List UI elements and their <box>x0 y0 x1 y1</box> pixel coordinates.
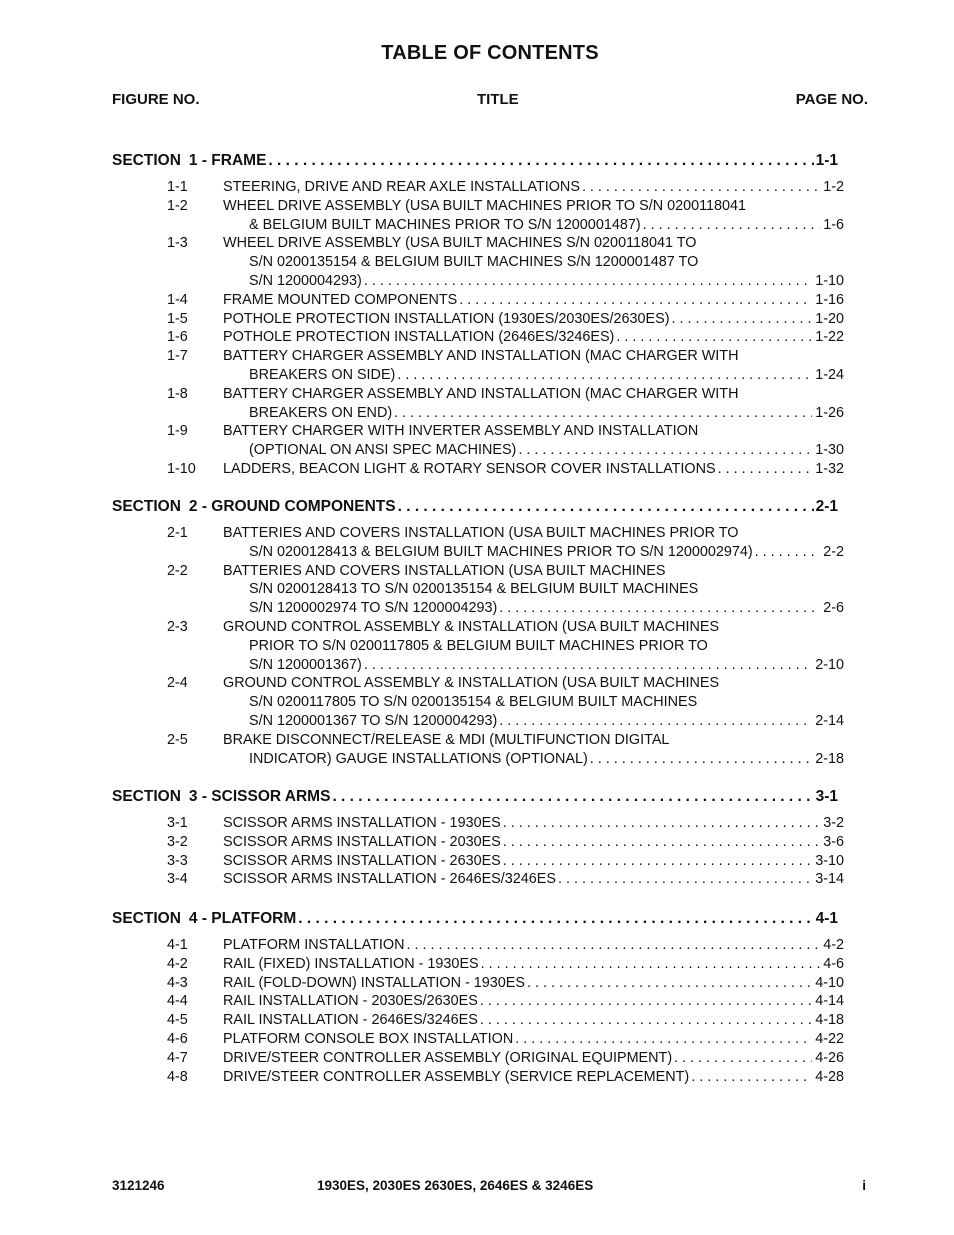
entry-title: SCISSOR ARMS INSTALLATION - 2630ES <box>223 852 501 869</box>
toc-entry-line <box>249 543 844 562</box>
entry-title: BREAKERS ON SIDE) <box>249 367 396 383</box>
entry-title: GROUND CONTROL ASSEMBLY & INSTALLATION (USA BUILT MACHINES <box>223 675 720 692</box>
entry-title: BATTERY CHARGER ASSEMBLY AND INSTALLATION (MAC CHARGER WITH <box>223 385 739 402</box>
dot-leader <box>398 498 814 516</box>
figure-number: 2-1 <box>167 525 188 541</box>
entry-page-number: 2-18 <box>815 750 844 767</box>
dot-leader <box>518 441 812 460</box>
section-label: SECTION <box>112 788 181 805</box>
entry-title: DRIVE/STEER CONTROLLER ASSEMBLY (ORIGINAL EQUIPMENT) <box>223 1049 673 1066</box>
figure-number: 3-2 <box>167 833 188 850</box>
entry-page-number: 4-2 <box>823 937 844 953</box>
figure-number: 2-2 <box>167 562 188 579</box>
toc-entry-line <box>223 1030 844 1049</box>
section-page-number: 3-1 <box>815 788 838 805</box>
footer-doc-number: 3121246 <box>112 1178 165 1193</box>
section-label: SECTION <box>112 152 181 169</box>
entry-title: RAIL (FIXED) INSTALLATION - 1930ES <box>223 955 479 972</box>
page-title: TABLE OF CONTENTS <box>381 42 599 64</box>
entry-title: SCISSOR ARMS INSTALLATION - 2030ES <box>223 833 501 850</box>
entry-title: S/N 1200001367) <box>249 656 362 673</box>
column-header-page-no: PAGE NO. <box>795 91 868 108</box>
entry-page-number: 4-18 <box>815 1012 844 1029</box>
column-header-title: TITLE <box>477 91 519 108</box>
toc-entry-line <box>249 216 844 235</box>
figure-number: 4-1 <box>167 937 188 953</box>
dot-leader <box>527 974 812 993</box>
entry-title: PLATFORM CONSOLE BOX INSTALLATION <box>223 1031 514 1047</box>
dot-leader <box>515 1030 812 1049</box>
entry-title: S/N 1200001367 TO S/N 1200004293) <box>249 713 498 729</box>
section-label: SECTION <box>112 498 181 515</box>
entry-title: & BELGIUM BUILT MACHINES PRIOR TO S/N 1200001487) <box>249 216 641 233</box>
section-name: 2 - GROUND COMPONENTS <box>188 498 396 515</box>
toc-entry-line <box>223 178 844 197</box>
entry-page-number: 3-2 <box>823 815 844 831</box>
entry-title: BRAKE DISCONNECT/RELEASE & MDI (MULTIFUNCTION DIGITAL <box>223 731 670 748</box>
entry-title: LADDERS, BEACON LIGHT & ROTARY SENSOR COVER INSTALLATIONS <box>223 461 716 477</box>
figure-number: 4-4 <box>167 993 188 1010</box>
toc-entry-line <box>223 310 844 329</box>
toc-entry-line <box>223 1049 844 1068</box>
figure-number: 1-8 <box>167 385 188 402</box>
entry-title: BATTERIES AND COVERS INSTALLATION (USA BUILT MACHINES <box>223 562 666 579</box>
section-page-number: 4-1 <box>815 910 838 927</box>
entry-page-number: 4-10 <box>815 974 844 991</box>
entry-page-number: 2-6 <box>823 600 844 617</box>
footer-page-number: i <box>862 1178 866 1193</box>
toc-entry-line <box>249 750 844 769</box>
dot-leader <box>397 366 812 385</box>
dot-leader <box>480 1011 812 1030</box>
toc-entry-line <box>223 974 844 993</box>
entry-title: (OPTIONAL ON ANSI SPEC MACHINES) <box>249 442 517 459</box>
dot-leader <box>459 291 812 310</box>
figure-number: 1-10 <box>167 461 196 477</box>
dot-leader <box>558 870 812 889</box>
entry-title: SCISSOR ARMS INSTALLATION - 1930ES <box>223 815 501 831</box>
dot-leader <box>582 178 820 197</box>
entry-title: RAIL INSTALLATION - 2030ES/2630ES <box>223 993 478 1010</box>
toc-entry-line <box>223 992 844 1011</box>
figure-number: 1-9 <box>167 423 188 440</box>
section-name: 3 - SCISSOR ARMS <box>188 788 331 805</box>
entry-title: WHEEL DRIVE ASSEMBLY (USA BUILT MACHINES S/N 0200118041 TO <box>223 235 697 252</box>
dot-leader <box>364 656 812 675</box>
entry-title: SCISSOR ARMS INSTALLATION - 2646ES/3246ES <box>223 871 556 888</box>
entry-page-number: 3-14 <box>815 871 844 888</box>
entry-title: WHEEL DRIVE ASSEMBLY (USA BUILT MACHINES PRIOR TO S/N 0200118041 <box>223 197 747 214</box>
figure-number: 4-6 <box>167 1031 188 1047</box>
toc-entry-line <box>249 441 844 460</box>
entry-title: BATTERIES AND COVERS INSTALLATION (USA BUILT MACHINES PRIOR TO <box>223 525 739 541</box>
entry-page-number: 4-14 <box>815 993 844 1010</box>
entry-title: BATTERY CHARGER ASSEMBLY AND INSTALLATION (MAC CHARGER WITH <box>223 348 739 365</box>
entry-page-number: 1-30 <box>815 442 844 459</box>
toc-entry-line <box>223 852 844 871</box>
entry-title: S/N 1200002974 TO S/N 1200004293) <box>249 600 498 617</box>
dot-leader <box>503 814 820 833</box>
entry-title: S/N 0200135154 & BELGIUM BUILT MACHINES S/N 1200001487 TO <box>249 254 699 271</box>
dot-leader <box>332 788 813 806</box>
toc-entry-line <box>223 870 844 889</box>
figure-number: 1-3 <box>167 235 188 252</box>
dot-leader <box>407 936 821 955</box>
section-heading <box>112 498 838 516</box>
dot-leader <box>268 152 813 170</box>
toc-entry-line <box>223 460 844 479</box>
toc-entry-line <box>223 936 844 955</box>
entry-title: POTHOLE PROTECTION INSTALLATION (2646ES/3246ES) <box>223 329 615 346</box>
entry-page-number: 1-2 <box>823 179 844 195</box>
entry-page-number: 4-26 <box>815 1049 844 1066</box>
section-heading <box>112 788 838 806</box>
entry-page-number: 2-10 <box>815 656 844 673</box>
dot-leader <box>718 460 813 479</box>
entry-page-number: 4-28 <box>815 1068 844 1085</box>
entry-title: DRIVE/STEER CONTROLLER ASSEMBLY (SERVICE REPLACEMENT) <box>223 1068 690 1085</box>
dot-leader <box>480 992 812 1011</box>
entry-title: RAIL INSTALLATION - 2646ES/3246ES <box>223 1012 478 1029</box>
figure-number: 3-4 <box>167 871 188 888</box>
figure-number: 1-6 <box>167 329 188 346</box>
dot-leader <box>298 910 813 928</box>
entry-page-number: 4-6 <box>823 955 844 972</box>
dot-leader <box>590 750 812 769</box>
toc-entry-line <box>249 712 844 731</box>
toc-entry-line <box>223 955 844 974</box>
figure-number: 2-4 <box>167 675 188 692</box>
entry-page-number: 4-22 <box>815 1031 844 1047</box>
entry-page-number: 1-22 <box>815 329 844 346</box>
figure-number: 1-4 <box>167 291 188 308</box>
figure-number: 1-1 <box>167 179 188 195</box>
toc-entry-line <box>249 656 844 675</box>
toc-entry-line <box>223 1011 844 1030</box>
section-name: 1 - FRAME <box>188 152 267 169</box>
entry-page-number: 3-10 <box>815 852 844 869</box>
dot-leader <box>672 310 813 329</box>
dot-leader <box>691 1068 812 1087</box>
dot-leader <box>674 1049 812 1068</box>
entry-page-number: 1-32 <box>815 461 844 477</box>
column-header-figure-no: FIGURE NO. <box>112 91 200 108</box>
entry-title: S/N 1200004293) <box>249 273 362 289</box>
entry-page-number: 2-2 <box>823 543 844 560</box>
entry-page-number: 1-10 <box>815 273 844 289</box>
entry-page-number: 3-6 <box>823 833 844 850</box>
entry-title: FRAME MOUNTED COMPONENTS <box>223 291 458 308</box>
entry-title: BATTERY CHARGER WITH INVERTER ASSEMBLY AND INSTALLATION <box>223 423 699 440</box>
dot-leader <box>499 712 812 731</box>
dot-leader <box>481 955 821 974</box>
entry-title: INDICATOR) GAUGE INSTALLATIONS (OPTIONAL) <box>249 750 588 767</box>
entry-page-number: 1-16 <box>815 291 844 308</box>
entry-title: S/N 0200128413 TO S/N 0200135154 & BELGIUM BUILT MACHINES <box>249 581 699 598</box>
dot-leader <box>364 272 812 291</box>
section-page-number: 2-1 <box>815 498 838 515</box>
figure-number: 2-3 <box>167 619 188 635</box>
figure-number: 3-1 <box>167 815 188 831</box>
toc-entry-line <box>223 833 844 852</box>
entry-page-number: 1-6 <box>823 216 844 233</box>
footer-models: 1930ES, 2030ES 2630ES, 2646ES & 3246ES <box>317 1178 594 1193</box>
dot-leader <box>643 216 821 235</box>
entry-title: PRIOR TO S/N 0200117805 & BELGIUM BUILT MACHINES PRIOR TO <box>249 637 708 654</box>
toc-entry-line <box>249 599 844 618</box>
section-label: SECTION <box>112 910 181 927</box>
entry-page-number: 1-24 <box>815 367 844 383</box>
figure-number: 2-5 <box>167 731 188 748</box>
dot-leader <box>755 543 821 562</box>
dot-leader <box>503 833 820 852</box>
figure-number: 3-3 <box>167 852 188 869</box>
entry-title: RAIL (FOLD-DOWN) INSTALLATION - 1930ES <box>223 974 525 991</box>
toc-entry-line <box>249 404 844 423</box>
entry-title: STEERING, DRIVE AND REAR AXLE INSTALLATIONS <box>223 179 580 195</box>
dot-leader <box>394 404 812 423</box>
dot-leader <box>616 328 812 347</box>
entry-title: S/N 0200117805 TO S/N 0200135154 & BELGIUM BUILT MACHINES <box>249 694 698 711</box>
entry-page-number: 1-26 <box>815 404 844 421</box>
toc-entry-line <box>223 814 844 833</box>
toc-entry-line <box>249 366 844 385</box>
figure-number: 1-5 <box>167 310 188 327</box>
figure-number: 1-2 <box>167 197 188 214</box>
section-heading <box>112 152 838 170</box>
section-page-number: 1-1 <box>815 152 838 169</box>
toc-entry-line <box>223 1068 844 1087</box>
entry-title: GROUND CONTROL ASSEMBLY & INSTALLATION (USA BUILT MACHINES <box>223 619 720 635</box>
entry-title: S/N 0200128413 & BELGIUM BUILT MACHINES PRIOR TO S/N 1200002974) <box>249 543 753 560</box>
entry-title: PLATFORM INSTALLATION <box>223 937 405 953</box>
toc-entry-line <box>223 291 844 310</box>
entry-page-number: 1-20 <box>815 310 844 327</box>
figure-number: 4-8 <box>167 1068 188 1085</box>
toc-entry-line <box>249 272 844 291</box>
figure-number: 4-5 <box>167 1012 188 1029</box>
dot-leader <box>503 852 812 871</box>
entry-title: BREAKERS ON END) <box>249 404 393 421</box>
figure-number: 4-2 <box>167 955 188 972</box>
figure-number: 1-7 <box>167 348 188 365</box>
entry-title: POTHOLE PROTECTION INSTALLATION (1930ES/2030ES/2630ES) <box>223 310 670 327</box>
dot-leader <box>499 599 820 618</box>
figure-number: 4-7 <box>167 1049 188 1066</box>
entry-page-number: 2-14 <box>815 713 844 729</box>
section-heading <box>112 910 838 928</box>
figure-number: 4-3 <box>167 974 188 991</box>
toc-entry-line <box>223 328 844 347</box>
section-name: 4 - PLATFORM <box>188 910 297 927</box>
